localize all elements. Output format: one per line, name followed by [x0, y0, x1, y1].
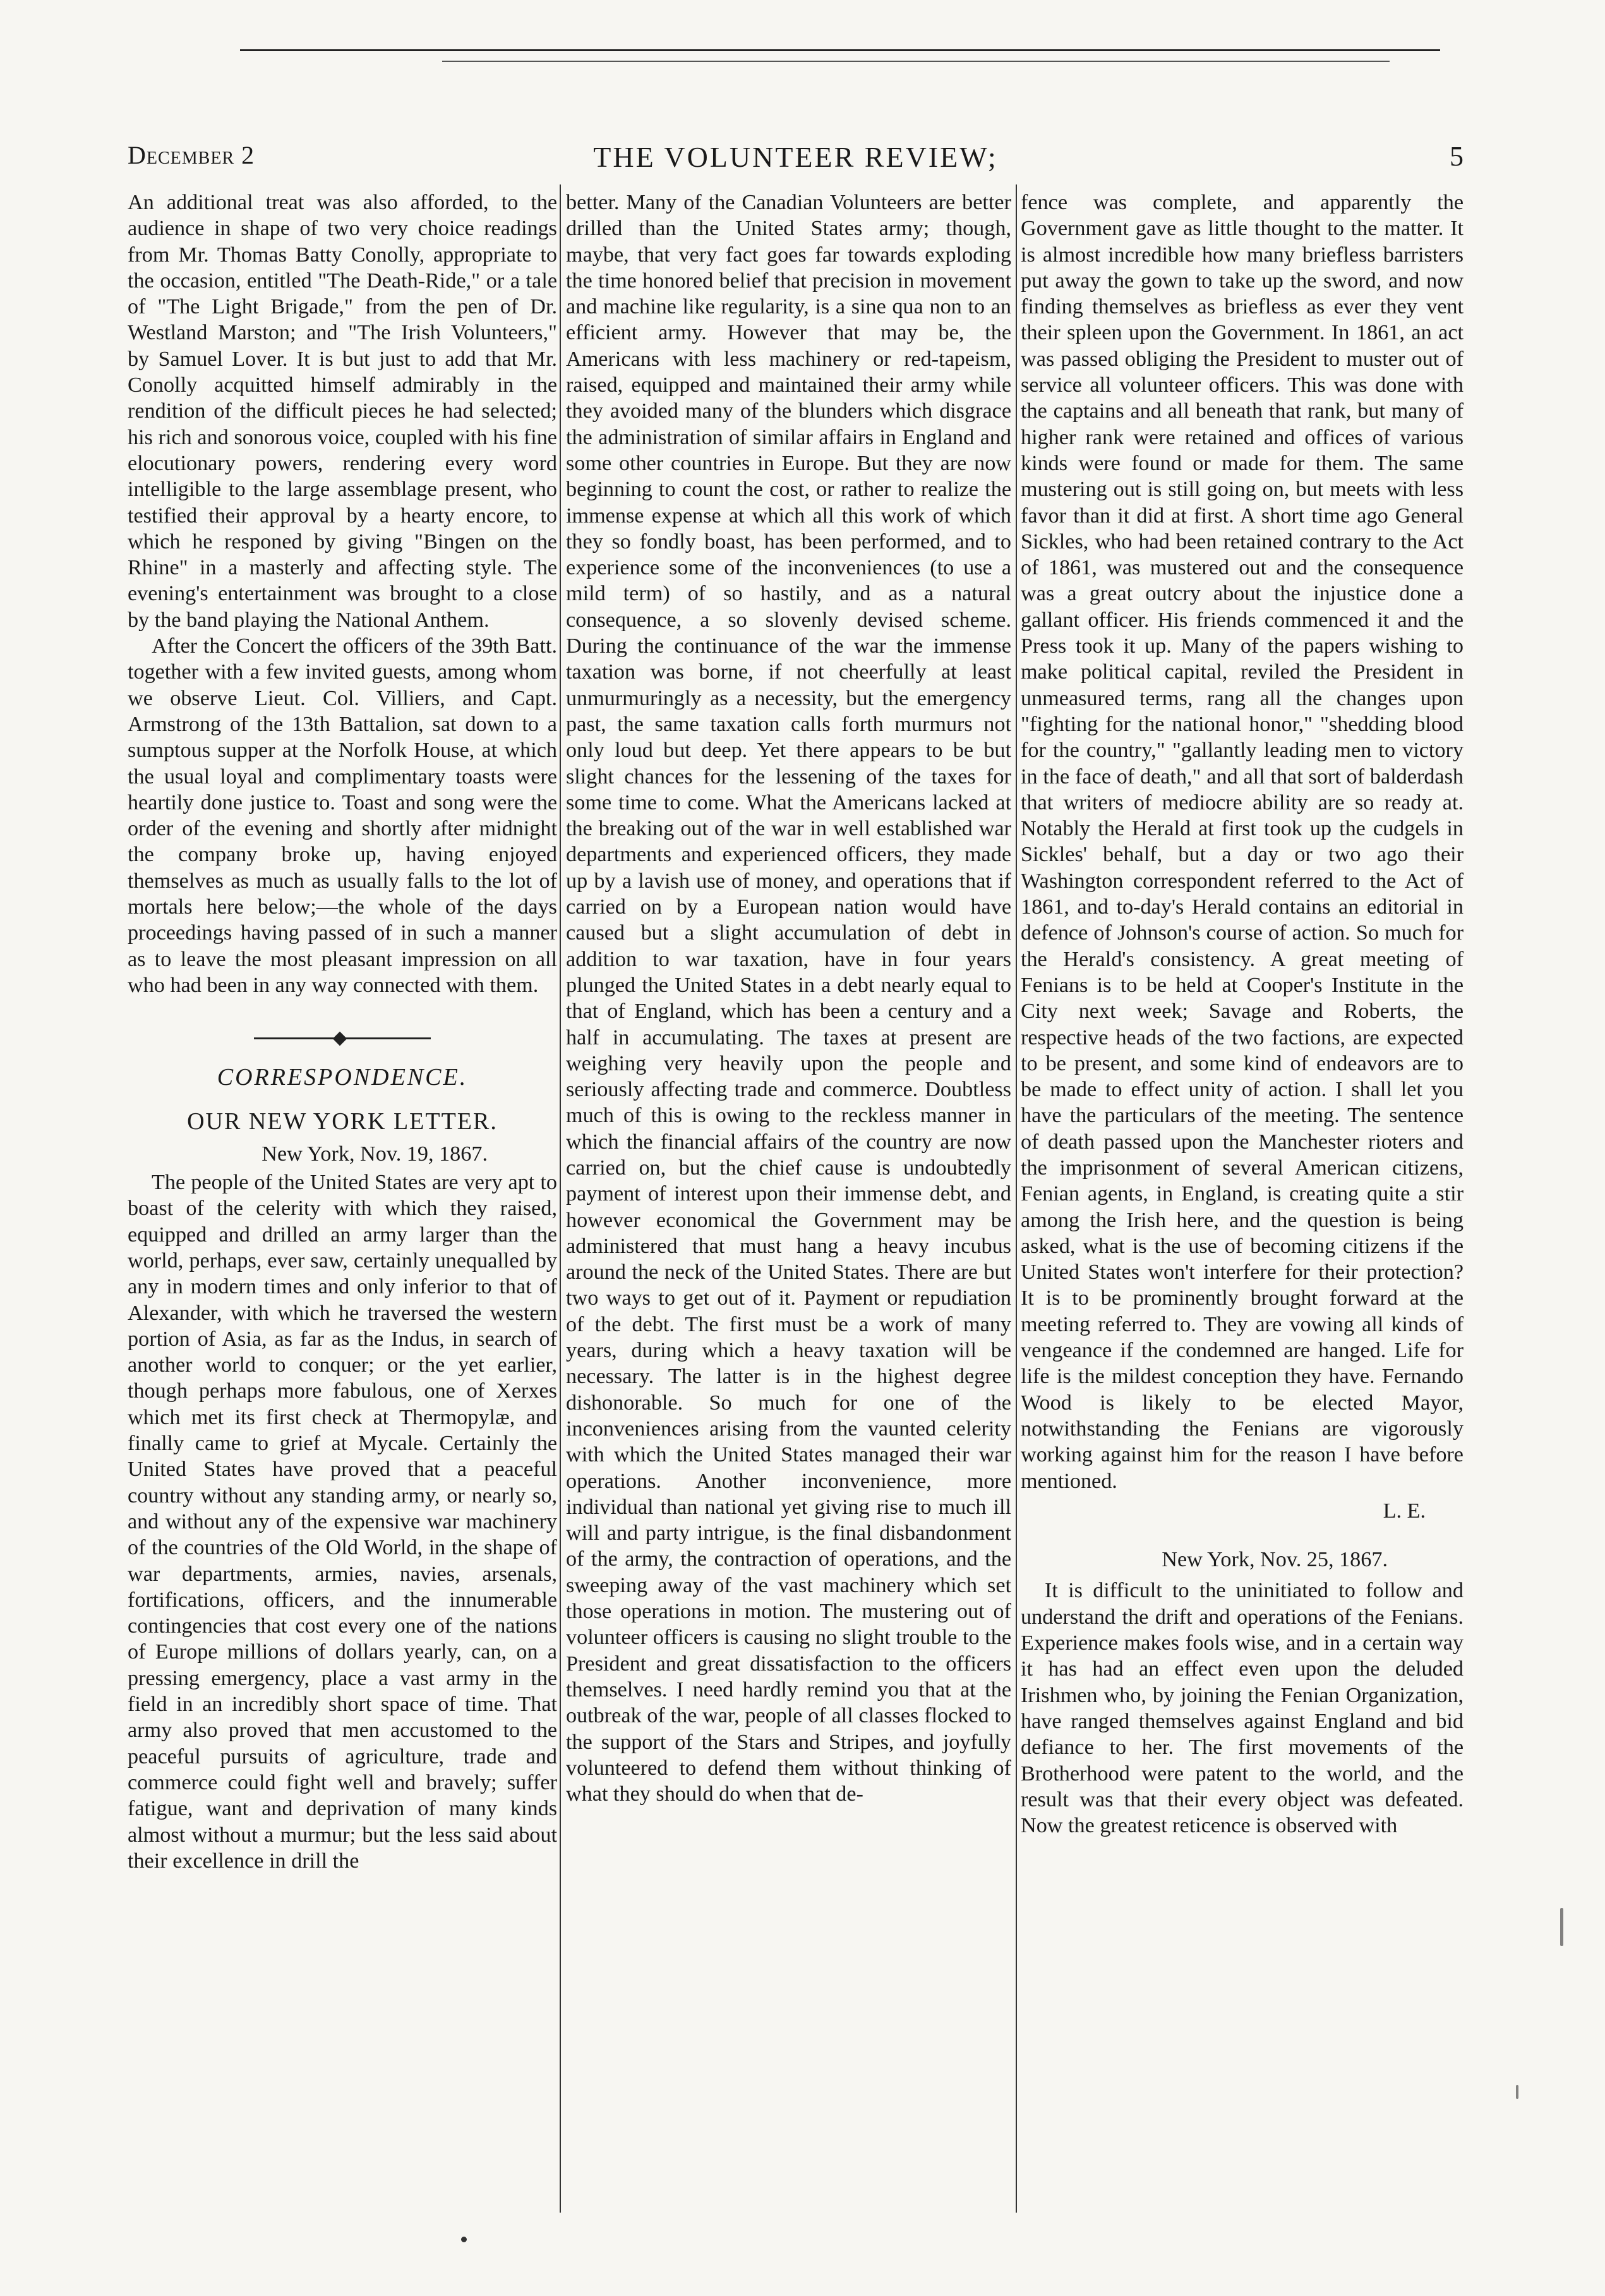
column-divider	[560, 184, 561, 2213]
paragraph: An additional treat was also afforded, to the audience in shape of two very choice readings from Mr. Thomas Batty Conolly, appropriate to the occasion, entitled "The Death-Ride," or a tale of "The Light Brigade," from the pen of Dr. Westland Marston; and "The Irish Volunteers," by Samuel Lover. It is but just to add that Mr. Conolly acquitted himself admirably in the rendition of the difficult pieces he had selected; his rich and sonorous voice, coupled with his fine elocutionary powers, rendering every word intelligible to the large assemblage present, who testified their approval by a hearty encore, to which he responed by giving "Bingen on the Rhine" in a masterly and affecting style. The evening's entertainment was brought to a close by the band playing the National Anthem.	[128, 191, 557, 632]
paragraph: After the Concert the officers of the 39th Batt. together with a few invited guests, among whom we observe Lieut. Col. Villiers, and Capt. Armstrong of the 13th Battalion, sat down to a sumptous supper at the Norfolk House, at which the usual loyal and complimentary toasts were heartily done justice to. Toast and song were the order of the evening and shortly after midnight the company broke up, having enjoyed themselves as much as usually falls to the lot of mortals here below;—the whole of the days proceedings having passed of in such a manner as to leave the most pleasant impression on all who had been in any way connected with them.	[128, 634, 557, 997]
print-mark	[1516, 2085, 1518, 2099]
top-border-rule-secondary	[442, 61, 1390, 62]
paragraph: better. Many of the Canadian Volunteers are better drilled than the United States army; though, maybe, that very fact goes far towards exploding the time honored belief that precision in movement and machine like regularity, is a sine qua non to an efficient army. However that may be, the Americans with less machinery or red-tapeism, raised, equipped and maintained their army while they avoided many of the blunders which disgrace the administration of similar affairs in England and some other countries in Europe. But they are now beginning to count the cost, or rather to realize the immense expense at which all this work of which they so fondly boast, has been performed, and to experience some of the inconveniences (to use a mild term) of so hastily, and as a natural consequence, a so slovenly devised scheme. During the continuance of the war the immense taxation was borne, if not cheerfully at least unmurmuringly as a necessity, but the emergency past, the same taxation calls forth murmurs not only loud but deep. Yet there appears to be but slight chances for the lessening of the taxes for some time to come. What the Americans lacked at the breaking out of the war in well established war departments and experienced officers, they made up by a lavish use of money, and operations that if carried on by a European nation would have caused but a slight accumulation of debt in addition to war taxation, have in four years plunged the United States in a debt nearly equal to that of England, which has been a century and a half in accumulating. The taxes at present are weighing very heavily upon the people and seriously affecting trade and commerce. Doubtless much of this is owing to the reckless manner in which the financial affairs of the country are now carried on, but the chief cause is undoubtedly payment of interest upon their immense debt, and however economical the Government may be administered that must hang a heavy incubus around the neck of the United States. There are but two ways to get out of it. Payment or repudiation of the debt. The first must be a work of many years, during which a heavy taxation will be necessary. The latter is in the highest degree dishonorable. So much for one of the inconveniences arising from the vaunted celerity with which the United States managed their war operations. Another inconvenience, more individual than national yet giving rise to much ill will and party intrigue, is the final disbandonment of the army, the contraction of operations, and the sweeping away of the vast machinery which set those operations in motion. The mustering out of volunteer officers is causing no slight trouble to the President and great dissatisfaction to the officers themselves. I need hardly remind you that at the outbreak of the war, people of all classes flocked to the support of the Stars and Stripes, and joyfully volunteered to defend them without thinking of what they should do when that de-	[566, 191, 1011, 1806]
paragraph: It is difficult to the uninitiated to follow and understand the drift and operations of the Fenians. Experience makes fools wise, and in a certain way it has had an effect even upon the deluded Irishmen who, by joining the Fenian Organization, have ranged themselves against England and bid defiance to her. The first movements of the Brotherhood were patent to the world, and the result was that their every object was defeated. Now the greatest reticence is observed with	[1021, 1579, 1464, 1838]
signature: L. E.	[1383, 1499, 1426, 1523]
column-divider	[1016, 184, 1017, 2213]
dateline: New York, Nov. 19, 1867.	[261, 1142, 488, 1166]
page-number: 5	[1450, 141, 1464, 172]
column-1	[128, 190, 557, 1874]
column-2	[566, 190, 1011, 1807]
dateline: New York, Nov. 25, 1867.	[1162, 1548, 1388, 1572]
top-border-rule	[240, 49, 1440, 51]
page-header	[128, 140, 1464, 184]
paragraph: fence was complete, and apparently the Government gave as little thought to the matter. It is almost incredible how many briefless barristers put away the gown to take up the sword, and now finding themselves as briefless as ever they vent their spleen upon the Government. In 1861, an act was passed obliging the President to muster out of service all volunteer officers. This was done with the captains and all beneath that rank, but many of higher rank were retained and offices of various kinds were found or made for them. The same mustering out is still going on, but meets with less favor than it did at first. A short time ago General Sickles, who had been retained contrary to the Act of 1861, was mustered out and the consequence was a great outcry about the injustice done a gallant officer. His friends commenced it and the Press took it up. Many of the papers wishing to make political capital, reviled the President in unmeasured terms, rang all the changes upon "fighting for the national honor," "shedding blood for the country," "gallantly leading men to victory in the face of death," and all that sort of balderdash that writers of mediocre ability are so ready at. Notably the Herald at first took up the cudgels in Sickles' behalf, but a day or two ago their Washington correspondent referred to the Act of 1861, and to-day's Herald contains an editorial in defence of Johnson's course of action. So much for the Herald's consistency. A great meeting of Fenians is to be held at Cooper's Institute in the City next week; Savage and Roberts, the respective heads of the two factions, are expected to be present, and some kind of endeavors are to be made to effect unity of action. I shall let you have the particulars of the meeting. The sentence of death passed upon the Manchester rioters and the imprisonment of several American citizens, Fenian agents, in England, is creating quite a stir among the Irish here, and the question is being asked, what is the use of becoming citizens if the United States won't interfere for their protection? It is to be prominently brought forward at the meeting referred to. They are vowing all kinds of vengeance if the condemned are hanged. Life for life is the mildest conception they have. Fernando Wood is likely to be elected Mayor, notwithstanding the Fenians are vigorously working against him for the reason I have before mentioned.	[1021, 191, 1464, 1493]
column-3	[1021, 190, 1464, 1839]
section-title: CORRESPONDENCE.	[217, 1064, 468, 1091]
section-separator	[254, 1037, 431, 1039]
print-speck	[461, 2237, 467, 2242]
print-mark	[1560, 1908, 1563, 1946]
masthead-title: THE VOLUNTEER REVIEW;	[593, 141, 998, 173]
article-title: OUR NEW YORK LETTER.	[187, 1108, 498, 1135]
paragraph: The people of the United States are very apt to boast of the celerity with which they raised, equipped and drilled an army larger than the world, perhaps, ever saw, certainly unequalled by any in modern times and only inferior to that of Alexander, with which he traversed the western portion of Asia, as far as the Indus, in search of another world to conquer; or the yet earlier, though perhaps more fabulous, one of Xerxes which met its first check at Thermopylæ, and finally came to grief at Mycale. Certainly the United States have proved that a peaceful country without any standing army, or nearly so, and without any of the expensive war machinery of the countries of the Old World, in the shape of war departments, armies, navies, arsenals, fortifications, officers, and the innumerable contingencies that cost every one of the nations of Europe millions of dollars yearly, can, on a pressing emergency, place a vast army in the field in an incredibly short space of time. That army also proved that men accustomed to the peaceful pursuits of agriculture, trade and commerce could fight well and bravely; suffer fatigue, want and deprivation of many kinds almost without a murmur; but the less said about their excellence in drill the	[128, 1171, 557, 1873]
header-date: December 2	[128, 141, 255, 169]
